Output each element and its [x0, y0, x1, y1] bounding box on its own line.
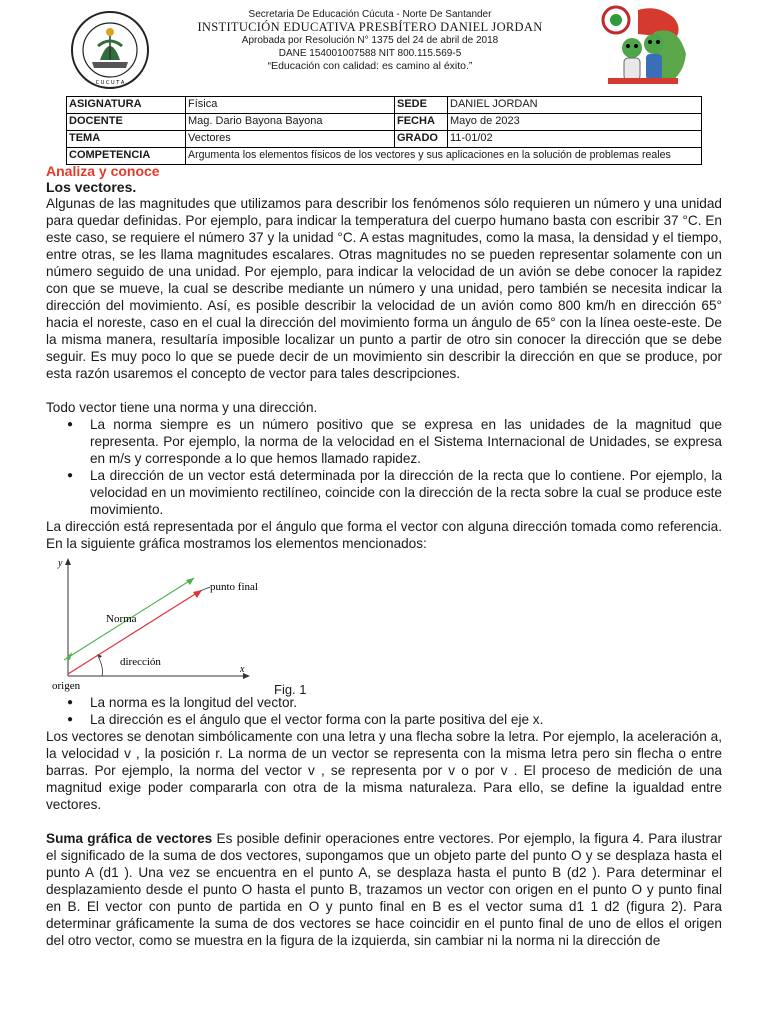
institution-name: INSTITUCIÓN EDUCATIVA PRESBÍTERO DANIEL JORDAN	[197, 20, 543, 34]
document-body	[46, 164, 722, 949]
origin-label: origen	[52, 680, 81, 692]
paragraph	[46, 830, 722, 949]
bullet-list	[46, 694, 722, 728]
list-item: ● La norma es la longitud del vector.	[90, 694, 722, 711]
paragraph: La dirección está representada por el ángulo que forma el vector con alguna dirección tomada como referencia. En la siguiente gráfica mostramos los elementos mencionados:	[46, 519, 722, 551]
paragraph: Algunas de las magnitudes que utilizamos para describir los fenómenos sólo requieren un número y una unidad para quedar definidas. Por ejemplo, para indicar la temperatura del cuerpo humano basta con escribir 37 °C. En este caso, se requiere el número 37 y la unidad °C. A estas magnitudes, como la masa, la densidad y el tiempo, entre otras, se les llama magnitudes escalares. Otras magnitudes no se pueden representar solamente con un número seguido de una unidad. Por ejemplo, para indicar la velocidad de un avión se debe conocer la rapidez con que se mueve, la cual se describe mediante un número y una unidad, pero también se necesita indicar la dirección del movimiento. Así, es posible describir la velocidad de un avión como 800 km/h en dirección 65° hacia el noreste, caso en el cual la dirección del movimiento forma un ángulo de 65° con la línea oeste-este. De la misma manera, resultaría imposible localizar un punto a partir de otro sin conocer la dirección que se debe seguir. Es muy poco lo que se puede decir de un movimiento sin describir la dirección en que se produce, por esta razón usaremos el concepto de vector para tales descripciones.	[46, 196, 722, 381]
value-cell: Vectores	[186, 131, 395, 148]
value-cell: 11-01/02	[448, 131, 702, 148]
school-mascot-logo	[598, 4, 688, 88]
bullet-list	[46, 416, 722, 518]
label-cell: ASIGNATURA	[67, 97, 186, 114]
figure-caption: Fig. 1	[274, 682, 307, 697]
value-cell: Argumenta los elementos físicos de los vectores y sus aplicaciones en la solución de problemas reales	[186, 148, 702, 165]
course-info-table	[66, 96, 702, 165]
resolution-line: Aprobada por Resolución N° 1375 del 24 de abril de 2018	[241, 35, 499, 46]
svg-text:C U C U T A: C U C U T A	[95, 80, 125, 86]
x-axis-label: x	[240, 664, 245, 675]
vector-arrowhead	[193, 590, 202, 598]
label-cell: FECHA	[395, 114, 448, 131]
direction-arc	[98, 656, 103, 676]
vector-diagram	[50, 556, 280, 696]
department-line: Secretaria De Educación Cúcuta - Norte De Santander	[248, 9, 492, 20]
list-item: ● La dirección es el ángulo que el vector forma con la parte positiva del eje x.	[90, 711, 722, 728]
direction-label: dirección	[120, 656, 161, 668]
table-row	[67, 114, 702, 131]
table-row	[67, 97, 702, 114]
label-cell: SEDE	[395, 97, 448, 114]
dane-nit-line: DANE 154001007588 NIT 800.115.569-5	[278, 48, 462, 59]
y-axis-label: y	[58, 558, 63, 569]
table-row	[67, 131, 702, 148]
value-cell: DANIEL JORDAN	[448, 97, 702, 114]
vector-figure	[46, 552, 722, 697]
list-item: ● La dirección de un vector está determinada por la dirección de la recta que lo contiene. Por ejemplo, la velocidad en un movimiento rectilíneo, coincide con la dirección de la recta sobre la cual se produce este movimiento.	[90, 467, 722, 518]
norm-arrow-end	[186, 578, 194, 585]
table-row	[67, 148, 702, 165]
section-title: Los vectores.	[46, 179, 137, 195]
letterhead	[180, 8, 560, 73]
end-point-label: punto final	[210, 581, 258, 593]
y-axis-arrow	[65, 558, 71, 565]
list-item: ● La norma siempre es un número positivo que se expresa en las unidades de la magnitud que representa. Por ejemplo, la norma de la velocidad en el Sistema Internacional de Unidades, se expresa en m/s y corresponde a lo que hemos llamado rapidez.	[90, 416, 722, 467]
paragraph-text: Es posible definir operaciones entre vectores. Por ejemplo, la figura 4. Para ilustrar el significado de la suma de dos vectores, supongamos que un objeto parte del punto O y se desplaza hasta el punto A (d1 ). Una vez se encuentra en el punto A, se desplaza hasta el punto B (d2 ). Para determinar el desplazamiento desde el punto O hasta el punto B, trazamos un vector con origen en el punto O y punto final en B. El vector con punto de partida en O y punto final en B es el vector suma d1 1 d2 (figura 2). Para determinar gráficamente la suma de dos vectores se hace coincidir en el punto final de uno de ellos el origen del otro vector, como se muestra en la figura de la izquierda, sin cambiar ni la norma ni la dirección de	[46, 831, 722, 948]
value-cell: Física	[186, 97, 395, 114]
paragraph: Los vectores se denotan simbólicamente con una letra y una flecha sobre la letra. Por ejemplo, la aceleración a, la velocidad v , la posición r. La norma de un vector se representa con la misma letra pero sin flecha o entre barras. Por ejemplo, la norma del vector v , se representa por v o por v . El proceso de medición de una magnitud exige poder compararla con otra de la misma naturaleza. Para ello, se define la igualdad entre vectores.	[46, 729, 722, 812]
end-leader	[200, 587, 210, 591]
value-cell: Mag. Dario Bayona Bayona	[186, 114, 395, 131]
label-cell: COMPETENCIA	[67, 148, 186, 165]
label-cell: GRADO	[395, 131, 448, 148]
label-cell: DOCENTE	[67, 114, 186, 131]
value-cell: Mayo de 2023	[448, 114, 702, 131]
motto-line: “Educación con calidad: es camino al éxito.”	[267, 60, 473, 72]
norm-label: Norma	[106, 613, 137, 625]
paragraph: Todo vector tiene una norma y una dirección.	[46, 400, 318, 415]
label-cell: TEMA	[67, 131, 186, 148]
school-crest-logo	[70, 10, 150, 90]
section-label: Analiza y conoce	[46, 163, 160, 179]
inline-heading: Suma gráfica de vectores	[46, 831, 213, 846]
